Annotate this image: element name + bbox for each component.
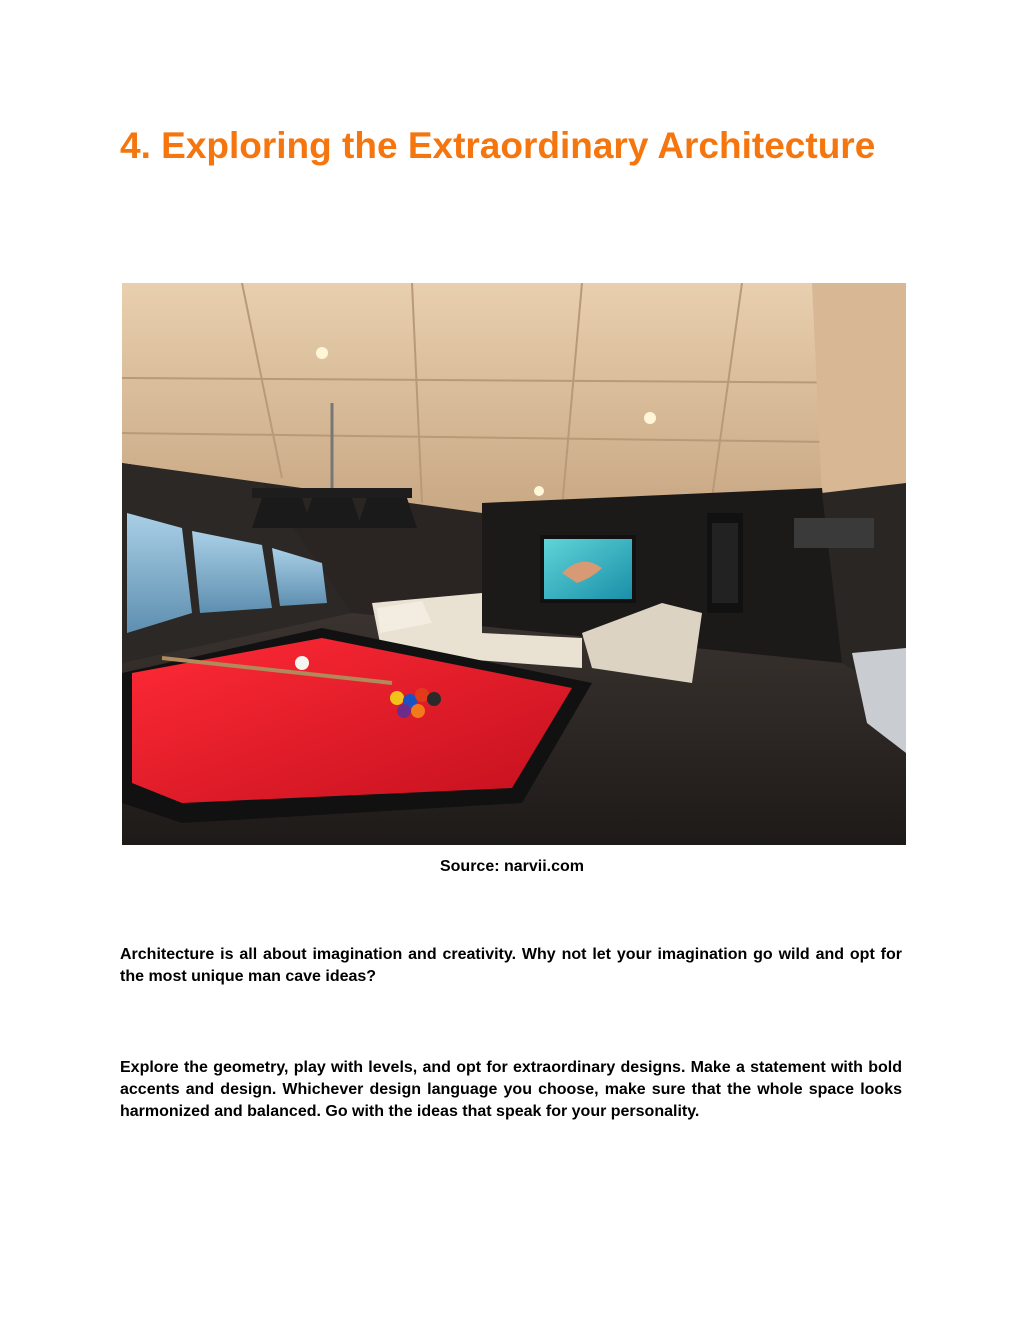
body-paragraph-2: Explore the geometry, play with levels, and opt for extraordinary designs. Make a statement with bold accents and design. Whichever design language you choose, make sure that the whole space looks harmonized and balanced. Go with the ideas that speak for your personality. bbox=[120, 1059, 902, 1120]
image-source-caption: Source: narvii.com bbox=[439, 858, 585, 875]
section-heading: 4. Exploring the Extraordinary Architecture bbox=[120, 125, 876, 166]
game-room-photo bbox=[122, 283, 906, 845]
body-paragraph-1: Architecture is all about imagination and creativity. Why not let your imagination go wild and opt for the most unique man cave ideas? bbox=[120, 946, 902, 985]
